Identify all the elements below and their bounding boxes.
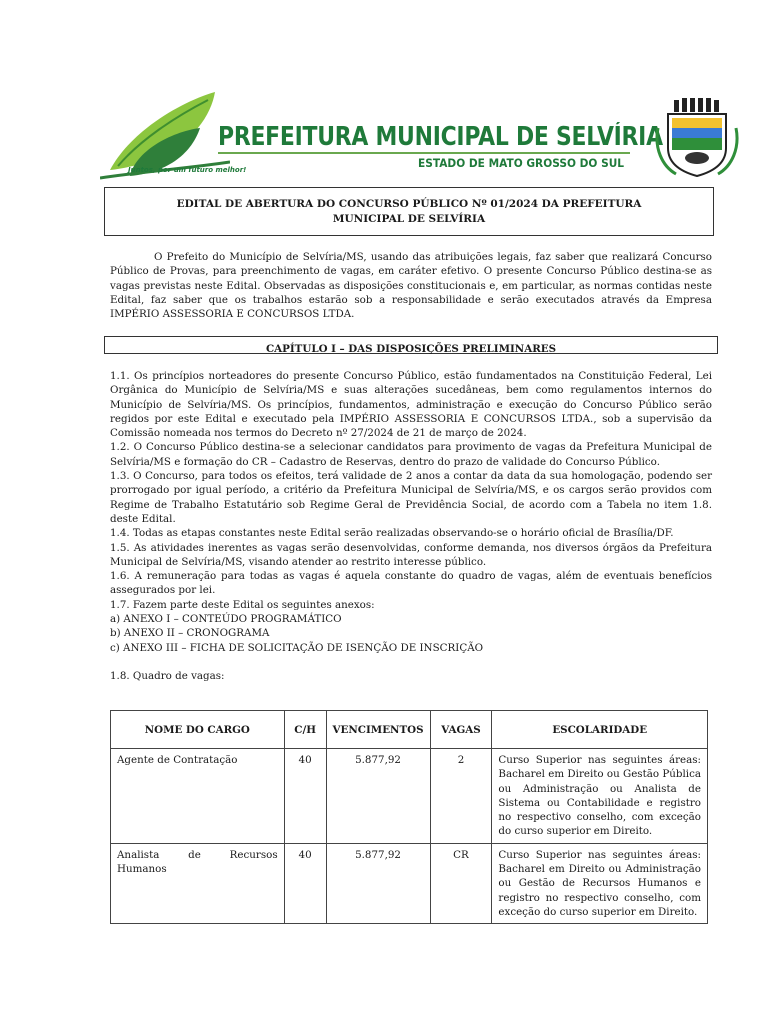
spacer: [110, 655, 712, 669]
item-1-5: 1.5. As atividades inerentes as vagas serão desenvolvidas, conforme demanda, nos diversos órgãos da Prefeitura Municipal de Selvíria/MS, visando atender ao restrito interesse público.: [110, 541, 712, 568]
cell-vagas: 2: [430, 749, 492, 844]
col-header-vencimentos: VENCIMENTOS: [326, 711, 430, 749]
item-1-8: 1.8. Quadro de vagas:: [110, 670, 225, 683]
slogan: Juntos, por um futuro melhor!: [128, 166, 247, 174]
chapter-body: [110, 369, 712, 684]
state-subtitle: ESTADO DE MATO GROSSO DO SUL: [418, 156, 625, 170]
document-title-box: [104, 187, 714, 236]
cell-cargo: Analista de Recursos Humanos: [111, 843, 285, 923]
cell-escolaridade: Curso Superior nas seguintes áreas: Bacharel em Direito ou Gestão Pública ou Administração ou Analista de Sistema ou Contabilidade e registro no respectivo conselho, com exceção do curso superior em Direito.: [492, 749, 708, 844]
col-header-ch: C/H: [284, 711, 326, 749]
cell-ch: 40: [284, 749, 326, 844]
annex-c: c) ANEXO III – FICHA DE SOLICITAÇÃO DE ISENÇÃO DE INSCRIÇÃO: [110, 641, 484, 654]
cell-cargo: Agente de Contratação: [111, 749, 285, 844]
cell-vencimentos: 5.877,92: [326, 749, 430, 844]
table-row: [111, 843, 708, 923]
cell-escolaridade: Curso Superior nas seguintes áreas: Bacharel em Direito ou Administração ou Gestão de Recursos Humanos e registro no respectivo conselho, com exceção do curso superior em Direito.: [492, 843, 708, 923]
col-header-escolaridade: ESCOLARIDADE: [492, 711, 708, 749]
item-1-4: 1.4. Todas as etapas constantes neste Edital serão realizadas observando-se o horário oficial de Brasília/DF.: [110, 527, 674, 540]
municipality-title: PREFEITURA MUNICIPAL DE SELVÍRIA: [218, 122, 663, 152]
chapter-header-box: [104, 336, 718, 354]
item-1-2: 1.2. O Concurso Público destina-se a selecionar candidatos para provimento de vagas da Prefeitura Municipal de Selvíria/MS e formação do CR – Cadastro de Reservas, dentro do prazo de validade do Concurso Público.: [110, 441, 712, 468]
item-1-6: 1.6. A remuneração para todas as vagas é aquela constante do quadro de vagas, além de eventuais benefícios assegurados por lei.: [110, 570, 712, 597]
cell-vagas: CR: [430, 843, 492, 923]
intro-paragraph: O Prefeito do Município de Selvíria/MS, usando das atribuições legais, faz saber que realizará Concurso Público de Provas, para preenchimento de vagas, em caráter efetivo. O presente Concurso Público destina-se as vagas previstas neste Edital. Observadas as disposições constitucionais e, em particular, as normas contidas neste Edital, faz saber que os trabalhos estarão sob a responsabilidade e serão executados através da Empresa IMPÉRIO ASSESSORIA E CONCURSOS LTDA.: [110, 251, 712, 321]
cell-ch: 40: [284, 843, 326, 923]
item-1-1: 1.1. Os princípios norteadores do presente Concurso Público, estão fundamentados na Constituição Federal, Lei Orgânica do Município de Selvíria/MS e suas alterações sucedâneas, bem como regulamentos internos do Município de Selvíria/MS. Os princípios, fundamentos, administração e execução do Concurso Público serão regidos por este Edital e executado pela IMPÉRIO ASSESSORIA E CONCURSOS LTDA., sob a supervisão da Comissão nomeada nos termos do Decreto nº 27/2024 de 21 de março de 2024.: [110, 370, 712, 440]
vacancies-table: [110, 710, 708, 924]
letterhead: [100, 92, 750, 182]
chapter-title: CAPÍTULO I – DAS DISPOSIÇÕES PRELIMINARES: [265, 343, 557, 355]
annex-b: b) ANEXO II – CRONOGRAMA: [110, 627, 270, 640]
table-row: [111, 749, 708, 844]
table-header-row: [111, 711, 708, 749]
item-1-7: 1.7. Fazem parte deste Edital os seguintes anexos:: [110, 598, 375, 611]
cell-vencimentos: 5.877,92: [326, 843, 430, 923]
annex-a: a) ANEXO I – CONTEÚDO PROGRAMÁTICO: [110, 613, 342, 626]
item-1-3: 1.3. O Concurso, para todos os efeitos, terá validade de 2 anos a contar da data da sua homologação, podendo ser prorrogado por igual período, a critério da Prefeitura Municipal de Selvíria/MS, e os cargos serão providos com Regime de Trabalho Estatutário sob Regime Geral de Previdência Social, de acordo com a Tabela no item 1.8. deste Edital.: [110, 470, 712, 525]
header-divider: [218, 152, 630, 154]
col-header-vagas: VAGAS: [430, 711, 492, 749]
municipal-coat-of-arms-icon: [654, 98, 740, 178]
col-header-cargo: NOME DO CARGO: [111, 711, 285, 749]
document-title: EDITAL DE ABERTURA DO CONCURSO PÚBLICO Nº 01/2024 DA PREFEITURA MUNICIPAL DE SELVÍRIA: [176, 197, 642, 225]
